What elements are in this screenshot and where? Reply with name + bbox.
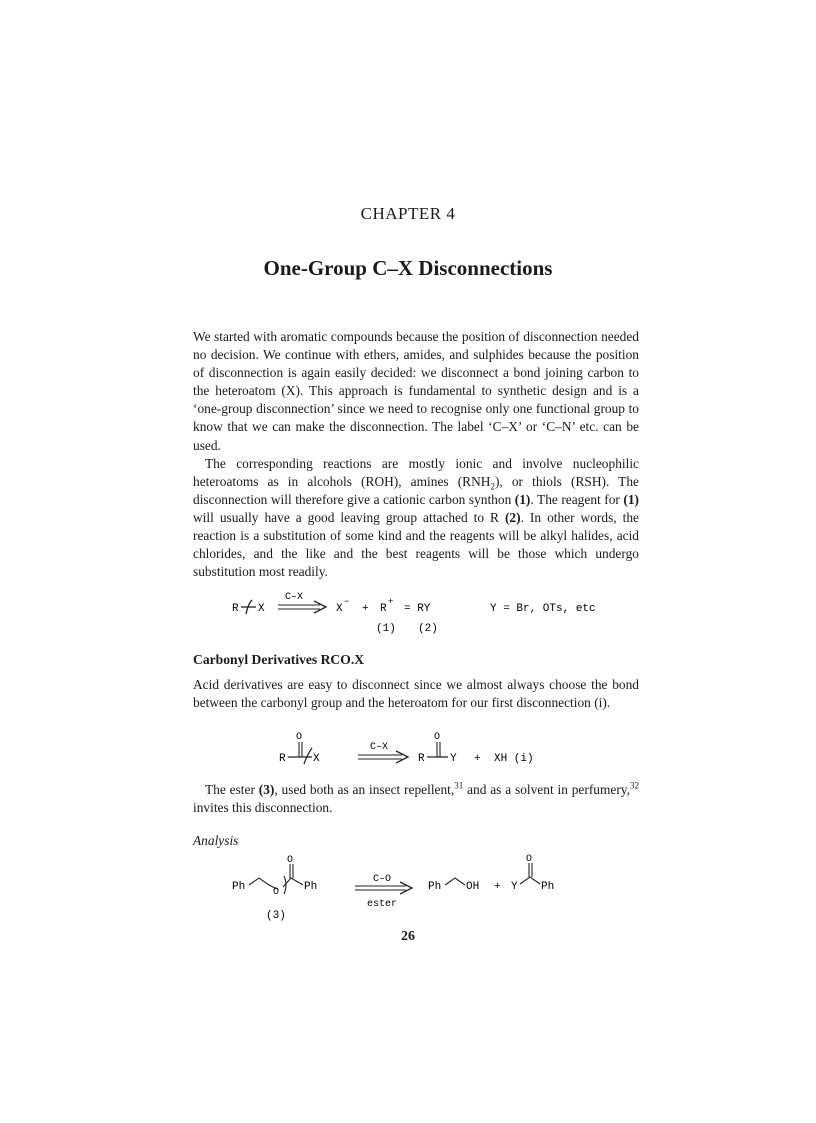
scheme1-r-cation: R <box>380 603 387 615</box>
p2-text-5: . In other words, the reaction is a substitution of some kind and the reagents will be alkyl halides, acid chlorides, and the like and the best reagents will be those which undergo substitution most readily. <box>193 509 639 580</box>
scheme1-reagent: = RY <box>404 603 431 615</box>
p2-text-2: ), or thiols (RSH). The disconnection will therefore give a cationic carbon synthon <box>193 473 639 507</box>
scheme2-prod-o: O <box>434 732 441 743</box>
scheme1-plus: + <box>362 603 369 615</box>
scheme2-disconnect-mark <box>304 748 312 764</box>
body-text-acid <box>193 676 639 712</box>
scheme3-carbonyl-o: O <box>287 855 294 866</box>
scheme1-x-anion: X <box>336 603 343 615</box>
scheme3-ph-left: Ph <box>232 881 246 893</box>
scheme3-plus: + <box>494 881 501 893</box>
scheme3-ester-o: O <box>273 887 280 898</box>
scheme3-label: (3) <box>266 910 286 922</box>
scheme-1 <box>0 586 816 646</box>
scheme1-arrowhead <box>314 601 326 613</box>
scheme1-minus: − <box>344 597 350 607</box>
p4-text-1: The ester <box>205 782 259 797</box>
p2-text-4: will usually have a good leaving group attached to R <box>193 509 505 525</box>
p4-text-2: , used both as an insect repellent, <box>274 782 455 797</box>
scheme1-r: R <box>232 603 239 615</box>
p2-ref-2: (1) <box>623 491 639 507</box>
scheme3-prod1-ph: Ph <box>428 881 442 893</box>
scheme-2 <box>0 728 816 778</box>
scheme-3 <box>0 852 816 924</box>
body-text-intro <box>193 328 639 581</box>
chapter-title: One-Group C–X Disconnections <box>263 256 553 280</box>
scheme3-prod2-y: Y <box>511 881 518 893</box>
scheme3-ph-right: Ph <box>304 881 318 893</box>
scheme1-x: X <box>258 603 265 615</box>
scheme2-arrowhead <box>396 751 408 763</box>
scheme2-arrow-label: C–X <box>370 742 389 753</box>
scheme2-x: X <box>313 753 320 765</box>
scheme2-prod-r: R <box>418 753 425 765</box>
analysis-label: Analysis <box>193 833 239 848</box>
paragraph-1: We started with aromatic compounds because the position of disconnection needed no decision. We continue with ethers, amides, and sulphides because the position of disconnection is again easily decided: we disconnect a bond joining carbon to the heteroatom (X). This approach is fundamental to synthetic design and is a ‘one-group disconnection’ since we need to recognise only one functional group to know that we can make the disconnection. The label ‘C–X’ or ‘C–N’ etc. can be used. <box>193 329 639 453</box>
p4-citation-32: 32 <box>629 780 639 791</box>
p4-citation-31: 31 <box>454 780 464 791</box>
paragraph-3: Acid derivatives are easy to disconnect since we almost always choose the bond between the carbonyl group and the heteroatom for our first disconnection (i). <box>193 677 639 711</box>
scheme1-label-2: (2) <box>418 623 438 635</box>
p2-text-1: The corresponding reactions are mostly ionic and involve nucleophilic heteroatoms as in alcohols (ROH), amines (RNH <box>193 455 639 489</box>
scheme2-byproduct: XH (i) <box>494 753 534 765</box>
p4-text-3: and as a solvent in perfumery, <box>463 782 630 797</box>
scheme2-r: R <box>279 753 286 765</box>
scheme1-arrow-label: C–X <box>285 592 304 603</box>
scheme1-label-1: (1) <box>376 623 396 635</box>
body-text-ester <box>193 781 639 817</box>
scheme3-prod1-chain <box>445 878 465 885</box>
p4-text-4: invites this disconnection. <box>193 800 333 816</box>
scheme3-arrowhead <box>400 882 412 894</box>
scheme3-prod1-oh: OH <box>466 881 480 893</box>
scheme3-prod2-o: O <box>526 854 533 865</box>
scheme2-prod-y: Y <box>450 753 457 765</box>
p4-ref: (3) <box>258 782 275 797</box>
scheme2-o: O <box>296 732 303 743</box>
paragraph-4 <box>193 781 639 817</box>
p2-ref-1: (1) <box>514 491 531 507</box>
p2-ref-3: (2) <box>504 509 521 525</box>
p2-subscript: 2 <box>490 481 495 492</box>
p2-text-3: . The reagent for <box>530 491 624 507</box>
page-number: 26 <box>401 929 415 944</box>
scheme3-prod2-chain <box>520 877 540 884</box>
chapter-label: CHAPTER 4 <box>360 204 456 223</box>
scheme3-arrow-sublabel: ester <box>367 899 398 910</box>
scheme3-arrow-label: C–O <box>373 874 392 885</box>
scheme1-plus-charge: + <box>388 597 394 607</box>
section-heading: Carbonyl Derivatives RCO.X <box>193 652 365 667</box>
paragraph-2 <box>193 455 639 582</box>
scheme3-prod2-ph: Ph <box>541 881 555 893</box>
scheme2-plus: + <box>474 753 481 765</box>
scheme1-condition: Y = Br, OTs, etc <box>490 603 596 615</box>
